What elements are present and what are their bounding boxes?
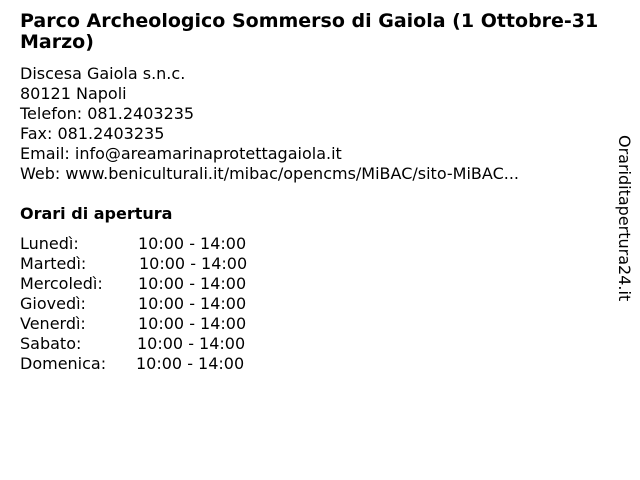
day-label: Venerdì: — [20, 314, 86, 333]
time-range: 10:00 - 14:00 — [138, 294, 247, 313]
email-address: Email: info@areamarinaprotettagaiola.it — [20, 144, 342, 163]
time-range: 10:00 - 14:00 — [138, 234, 247, 253]
phone-number: Telefon: 081.2403235 — [20, 104, 195, 123]
page-title: Parco Archeologico Sommerso di Gaiola (1 Ottobre-31 Marzo) — [20, 10, 599, 53]
time-range: 10:00 - 14:00 — [138, 314, 247, 333]
address-street: Discesa Gaiola s.n.c. — [20, 64, 186, 83]
day-label: Giovedì: — [20, 294, 86, 313]
time-range: 10:00 - 14:00 — [137, 334, 246, 353]
day-label: Mercoledì: — [20, 274, 103, 293]
time-range: 10:00 - 14:00 — [138, 274, 247, 293]
day-label: Sabato: — [20, 334, 82, 353]
website-url: Web: www.beniculturali.it/mibac/opencms/MiBAC/sito-MiBAC... — [20, 164, 519, 183]
opening-hours-heading: Orari di apertura — [20, 204, 173, 223]
day-label: Lunedì: — [20, 234, 79, 253]
time-range: 10:00 - 14:00 — [136, 354, 245, 373]
contact-info — [20, 64, 519, 184]
fax-number: Fax: 081.2403235 — [20, 124, 165, 143]
day-label: Martedì: — [20, 254, 87, 273]
brand-watermark: Orariditapertura24.it — [615, 135, 634, 302]
time-range: 10:00 - 14:00 — [139, 254, 248, 273]
day-label: Domenica: — [20, 354, 107, 373]
address-city: 80121 Napoli — [20, 84, 127, 103]
